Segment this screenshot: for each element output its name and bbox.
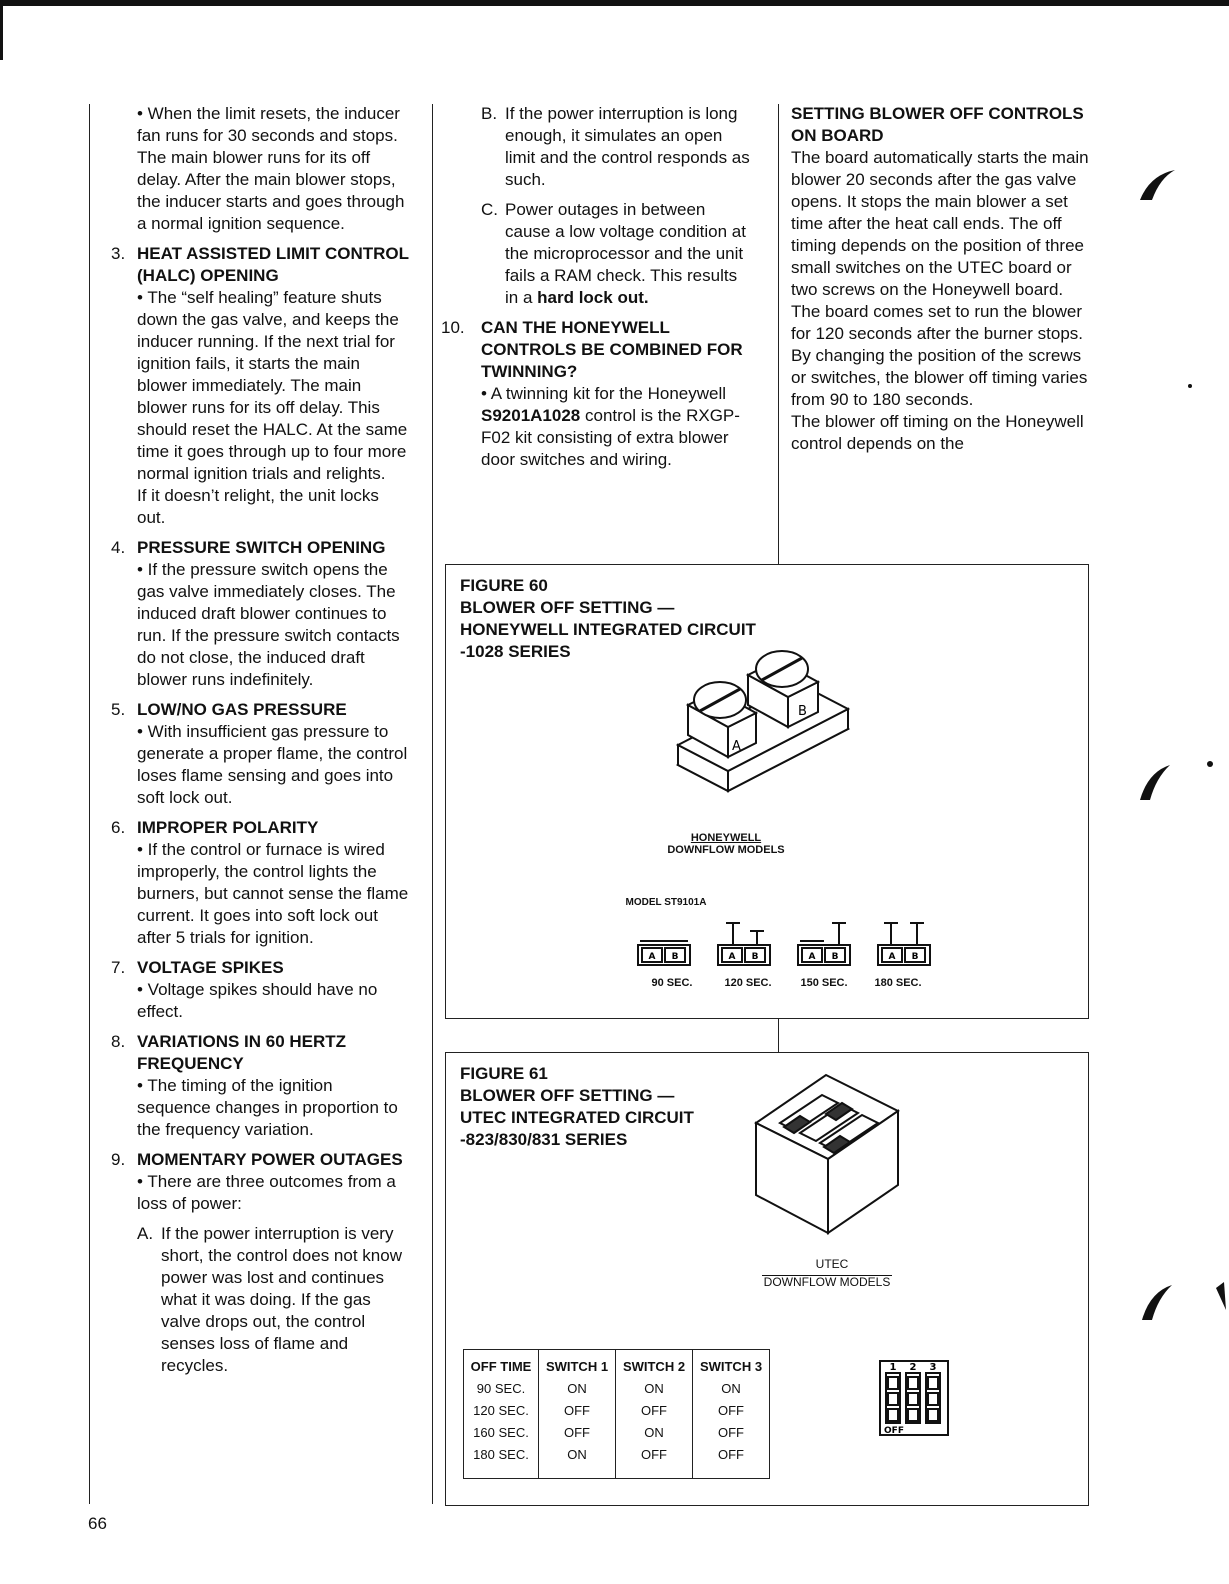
table-row bbox=[464, 1400, 770, 1422]
table-cell: OFF bbox=[693, 1400, 770, 1422]
intro-bullet bbox=[89, 103, 409, 235]
table-header: SWITCH 2 bbox=[616, 1350, 693, 1379]
item-number: 3. bbox=[111, 244, 126, 263]
screw-a-label: A bbox=[732, 739, 741, 754]
item-text: • If the pressure switch opens the gas valve immediately closes. The induced draft blower continues to run. If the pressure switch contacts do not close, the induced draft blower runs indefinitely. bbox=[137, 560, 400, 689]
item-heading: VARIATIONS IN 60 HERTZ FREQUENCY bbox=[137, 1032, 347, 1073]
middle-column bbox=[433, 103, 753, 479]
sub-item bbox=[137, 1223, 409, 1377]
item-heading: IMPROPER POLARITY bbox=[137, 818, 319, 837]
section-heading: SETTING BLOWER OFF CONTROLS ON BOARD bbox=[791, 104, 1084, 145]
item-text-post: control is the RXGP-F02 kit consisting of extra blower door switches and wiring. bbox=[481, 406, 740, 469]
table-cell: ON bbox=[616, 1378, 693, 1400]
list-item bbox=[89, 957, 409, 1023]
paragraph-1: The board automatically starts the main blower 20 seconds after the gas valve opens. It stops the main blower a set time after the heat call ends. The off timing depends on the position of three small switches on the UTEC board or two screws on the Honeywell board. bbox=[791, 148, 1089, 299]
dip-switch-diagram bbox=[878, 1359, 952, 1439]
table-cell: ON bbox=[693, 1378, 770, 1400]
list-item bbox=[89, 1149, 409, 1215]
utec-brand-label: UTEC bbox=[815, 1257, 849, 1271]
item-text: • The “self healing” feature shuts down the gas valve, and keeps the inducer running. If the next trial for ignition fails, it starts the main blower immediately. The main blower runs for its off delay. This should reset the HALC. At the same time it goes through up to four more normal ignition trials and relights. bbox=[137, 288, 408, 483]
sub-item-text-plain: Power outages in between cause a low voltage condition at the microprocessor and the unit fails a RAM check. This results in a bbox=[505, 200, 746, 307]
figure-title-line: UTEC INTEGRATED CIRCUIT bbox=[460, 1108, 694, 1127]
page-top-rule bbox=[0, 0, 1229, 6]
figure-title-line: FIGURE 60 bbox=[460, 576, 548, 595]
item-number: 8. bbox=[111, 1032, 126, 1051]
list-item bbox=[89, 699, 409, 809]
models-label: DOWNFLOW MODELS bbox=[667, 844, 785, 856]
item-number: 7. bbox=[111, 958, 126, 977]
scan-marks bbox=[1130, 160, 1229, 1420]
sub-item bbox=[481, 103, 753, 191]
svg-text:B: B bbox=[671, 952, 679, 962]
brand-label: HONEYWELL bbox=[690, 832, 762, 844]
item-text-pre: • A twinning kit for the Honeywell bbox=[481, 384, 727, 403]
item-number: 9. bbox=[111, 1150, 126, 1169]
switch-number: 3 bbox=[929, 1362, 937, 1373]
table-cell: ON bbox=[539, 1444, 616, 1479]
utec-switch-block-illustration bbox=[752, 1067, 902, 1237]
utec-models-label: DOWNFLOW MODELS bbox=[763, 1275, 891, 1289]
setting-label-120: 120 SEC. bbox=[724, 977, 772, 989]
item-text: • There are three outcomes from a loss of power: bbox=[137, 1172, 396, 1213]
figure-title-line: HONEYWELL INTEGRATED CIRCUIT bbox=[460, 620, 756, 639]
screw-b-label: B bbox=[798, 704, 807, 719]
paragraph-3: The blower off timing on the Honeywell control depends on the bbox=[791, 412, 1084, 453]
item-heading: CAN THE HONEYWELL CONTROLS BE COMBINED FOR TWINNING? bbox=[481, 318, 743, 381]
table-header-row bbox=[464, 1350, 770, 1379]
list-item bbox=[433, 317, 753, 471]
table-cell: OFF bbox=[616, 1400, 693, 1422]
svg-text:A: A bbox=[808, 952, 816, 962]
item-heading: PRESSURE SWITCH OPENING bbox=[137, 538, 386, 557]
setting-label-90: 90 SEC. bbox=[651, 977, 693, 989]
figure-title-line: BLOWER OFF SETTING — bbox=[460, 1086, 675, 1105]
svg-text:B: B bbox=[751, 952, 759, 962]
column-rule-between-figures bbox=[778, 1018, 779, 1052]
figure-title-line: -1028 SERIES bbox=[460, 642, 571, 661]
item-number: 5. bbox=[111, 700, 126, 719]
table-cell: 160 SEC. bbox=[464, 1422, 539, 1444]
item-heading: LOW/NO GAS PRESSURE bbox=[137, 700, 347, 719]
list-item bbox=[89, 1031, 409, 1141]
setting-label-180: 180 SEC. bbox=[874, 977, 922, 989]
table-cell: OFF bbox=[539, 1422, 616, 1444]
table-header: OFF TIME bbox=[464, 1350, 539, 1379]
sub-item-text: If the power interruption is very short, the control does not know power was lost and continues what it was doing. If the gas valve drops out, the control senses loss of flame and recycles. bbox=[161, 1224, 402, 1375]
table-cell: OFF bbox=[693, 1422, 770, 1444]
table-cell: ON bbox=[539, 1378, 616, 1400]
right-column bbox=[791, 103, 1096, 455]
honeywell-control-illustration bbox=[668, 645, 868, 795]
switch-settings-table bbox=[463, 1349, 770, 1479]
table-row bbox=[464, 1378, 770, 1400]
table-row bbox=[464, 1422, 770, 1444]
item-number: 6. bbox=[111, 818, 126, 837]
list-item bbox=[89, 243, 409, 529]
setting-label-150: 150 SEC. bbox=[800, 977, 848, 989]
item-text: • Voltage spikes should have no effect. bbox=[137, 980, 378, 1021]
table-header: SWITCH 3 bbox=[693, 1350, 770, 1379]
switch-off-label: OFF bbox=[884, 1426, 904, 1436]
switch-number: 1 bbox=[889, 1362, 897, 1373]
table-cell: 180 SEC. bbox=[464, 1444, 539, 1479]
figure-61-title bbox=[460, 1063, 694, 1151]
screw-setting-diagrams bbox=[632, 917, 952, 973]
honeywell-brand-label bbox=[646, 832, 806, 856]
item-heading: MOMENTARY POWER OUTAGES bbox=[137, 1150, 403, 1169]
sub-item-letter: C. bbox=[481, 200, 498, 219]
list-item bbox=[89, 817, 409, 949]
page-number: 66 bbox=[88, 1514, 107, 1533]
sub-item-letter: A. bbox=[137, 1224, 154, 1243]
sub-item-text bbox=[505, 199, 753, 309]
item-heading: VOLTAGE SPIKES bbox=[137, 958, 284, 977]
sub-item-text-bold: hard lock out. bbox=[537, 288, 649, 307]
sub-item bbox=[481, 199, 753, 309]
sub-item-b-wrapper bbox=[433, 103, 753, 309]
table-row bbox=[464, 1444, 770, 1479]
item-text: • The timing of the ignition sequence changes in proportion to the frequency variation. bbox=[137, 1076, 398, 1139]
item-text: • If the control or furnace is wired improperly, the control lights the burners, but cannot sense the flame current. It goes into soft lock out after 5 trials for ignition. bbox=[137, 840, 409, 947]
figure-60 bbox=[445, 564, 1089, 1019]
table-header: SWITCH 1 bbox=[539, 1350, 616, 1379]
list-item bbox=[89, 537, 409, 691]
table-cell: OFF bbox=[616, 1444, 693, 1479]
table-cell: OFF bbox=[539, 1400, 616, 1422]
svg-text:A: A bbox=[888, 952, 896, 962]
sub-item-a-wrapper bbox=[89, 1223, 409, 1377]
switch-number: 2 bbox=[909, 1362, 917, 1373]
figure-title-line: FIGURE 61 bbox=[460, 1064, 548, 1083]
table-cell: 90 SEC. bbox=[464, 1378, 539, 1400]
item-number: 4. bbox=[111, 538, 126, 557]
figure-61 bbox=[445, 1052, 1089, 1506]
paragraph-2: The board comes set to run the blower for 120 seconds after the burner stops. By changing the position of the screws or switches, the blower off timing varies from 90 to 180 seconds. bbox=[791, 302, 1088, 409]
intro-bullet-text: • When the limit resets, the inducer fan runs for 30 seconds and stops. The main blower runs for its off delay. After the main blower stops, the inducer starts and goes through a normal ignition sequence. bbox=[137, 104, 405, 233]
item-text: • With insufficient gas pressure to generate a proper flame, the control loses flame sensing and goes into soft lock out. bbox=[137, 722, 408, 807]
part-number: S9201A1028 bbox=[481, 406, 581, 425]
svg-text:A: A bbox=[728, 952, 736, 962]
item-heading: HEAT ASSISTED LIMIT CONTROL (HALC) OPENING bbox=[137, 244, 409, 285]
table-cell: 120 SEC. bbox=[464, 1400, 539, 1422]
column-rule-right bbox=[778, 104, 779, 564]
sub-item-letter: B. bbox=[481, 104, 498, 123]
svg-text:A: A bbox=[648, 952, 656, 962]
svg-text:B: B bbox=[831, 952, 839, 962]
item-text-2: If it doesn’t relight, the unit locks out. bbox=[137, 486, 379, 527]
left-column bbox=[89, 103, 409, 1385]
figure-title-line: BLOWER OFF SETTING — bbox=[460, 598, 675, 617]
model-number-label: MODEL ST9101A bbox=[625, 897, 707, 908]
sub-item-text: If the power interruption is long enough, it simulates an open limit and the control responds as such. bbox=[505, 104, 750, 189]
table-cell: OFF bbox=[693, 1444, 770, 1479]
item-text bbox=[481, 383, 753, 471]
svg-text:B: B bbox=[911, 952, 919, 962]
item-number: 10. bbox=[441, 318, 465, 337]
page-left-rule bbox=[0, 0, 3, 60]
figure-title-line: -823/830/831 SERIES bbox=[460, 1130, 628, 1149]
table-cell: ON bbox=[616, 1422, 693, 1444]
